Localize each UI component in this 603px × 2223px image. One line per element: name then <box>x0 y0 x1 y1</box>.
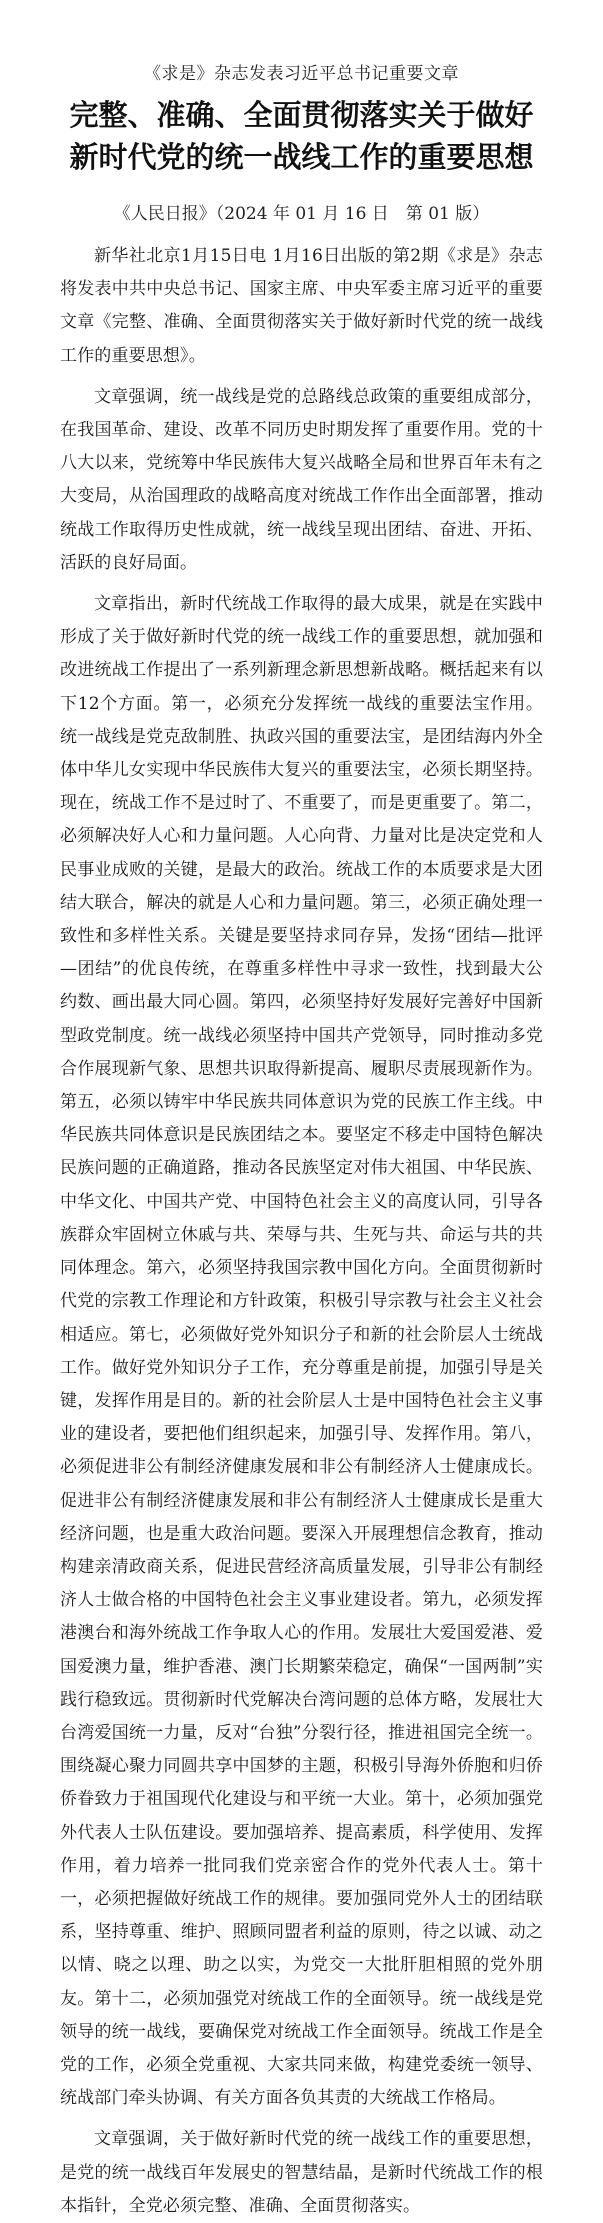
paragraph-3: 文章指出，新时代统战工作取得的最大成果，就是在实践中形成了关于做好新时代党的统一战线工作的重要思想，就加强和改进统战工作提出了一系列新理念新思想新战略。概括起来有以下12个方面。第一，必须充分发挥统一战线的重要法宝作用。统一战线是党克敌制胜、执政兴国的重要法宝，是团结海内外全体中华儿女实现中华民族伟大复兴的重要法宝，必须长期坚持。现在，统战工作不是过时了、不重要了，而是更重要了。第二，必须解决好人心和力量问题。人心向背、力量对比是决定党和人民事业成败的关键，是最大的政治。统战工作的本质要求是大团结大联合，解决的就是人心和力量问题。第三，必须正确处理一致性和多样性关系。关键是要坚持求同存异，发扬“团结—批评—团结”的优良传统，在尊重多样性中寻求一致性，找到最大公约数、画出最大同心圆。第四，必须坚持好发展好完善好中国新型政党制度。统一战线必须坚持中国共产党领导，同时推动多党合作展现新气象、思想共识取得新提高、履职尽责展现新作为。第五，必须以铸牢中华民族共同体意识为党的民族工作主线。中华民族共同体意识是民族团结之本。要坚定不移走中国特色解决民族问题的正确道路，推动各民族坚定对伟大祖国、中华民族、中华文化、中国共产党、中国特色社会主义的高度认同，引导各族群众牢固树立休戚与共、荣辱与共、生死与共、命运与共的共同体理念。第六，必须坚持我国宗教中国化方向。全面贯彻新时代党的宗教工作理论和方针政策，积极引导宗教与社会主义社会相适应。第七，必须做好党外知识分子和新的社会阶层人士统战工作。做好党外知识分子工作，充分尊重是前提，加强引导是关键，发挥作用是目的。新的社会阶层人士是中国特色社会主义事业的建设者，要把他们组织起来，加强引导、发挥作用。第八，必须促进非公有制经济健康发展和非公有制经济人士健康成长。促进非公有制经济健康发展和非公有制经济人士健康成长是重大经济问题，也是重大政治问题。要深入开展理想信念教育，推动构建亲清政商关系，促进民营经济高质量发展，引导非公有制经济人士做合格的中国特色社会主义事业建设者。第九，必须发挥港澳台和海外统战工作争取人心的作用。发展壮大爱国爱港、爱国爱澳力量，维护香港、澳门长期繁荣稳定，确保“一国两制”实践行稳致远。贯彻新时代党解决台湾问题的总体方略，发展壮大台湾爱国统一力量，反对“台独”分裂行径，推进祖国完全统一。围绕凝心聚力同圆共享中国梦的主题，积极引导海外侨胞和归侨侨眷致力于祖国现代化建设与和平统一大业。第十，必须加强党外代表人士队伍建设。要加强培养、提高素质，科学使用、发挥作用，着力培养一批同我们党亲密合作的党外代表人士。第十一，必须把握做好统战工作的规律。要加强同党外人士的团结联系，坚持尊重、维护、照顾同盟者利益的原则，待之以诚、动之以情、晓之以理、助之以实，为党交一大批肝胆相照的党外朋友。第十二，必须加强党对统战工作的全面领导。统一战线是党领导的统一战线，要确保党对统战工作全面领导。统战工作是全党的工作，必须全党重视、大家共同来做，构建党委统一领导、统战部门牵头协调、有关方面各负其责的大统战工作格局。 <box>60 594 543 2109</box>
paragraph-4: 文章强调，关于做好新时代党的统一战线工作的重要思想，是党的统一战线百年发展史的智慧结晶，是新时代统战工作的根本指针，全党必须完整、准确、全面贯彻落实。 <box>60 2129 543 2216</box>
article-title <box>60 94 543 178</box>
article-body <box>60 240 543 2223</box>
article-source: 《人民日报》（2024 年 01 月 16 日 第 01 版） <box>113 204 490 224</box>
paragraph-1: 新华社北京1月15日电 1月16日出版的第2期《求是》杂志将发表中共中央总书记、国家主席、中央军委主席习近平的重要文章《完整、准确、全面贯彻落实关于做好新时代党的统一战线工作的重要思想》。 <box>60 246 543 366</box>
paragraph-2: 文章强调，统一战线是党的总路线总政策的重要组成部分，在我国革命、建设、改革不同历史时期发挥了重要作用。党的十八大以来，党统筹中华民族伟大复兴战略全局和世界百年未有之大变局，从治国理政的战略高度对统战工作作出全面部署，推动统战工作取得历史性成就，统一战线呈现出团结、奋进、开拓、活跃的良好局面。 <box>60 386 543 573</box>
title-line-1: 完整、准确、全面贯彻落实关于做好 <box>69 98 534 132</box>
title-line-2: 新时代党的统一战线工作的重要思想 <box>69 140 534 174</box>
article-kicker: 《求是》杂志发表习近平总书记重要文章 <box>144 64 459 84</box>
